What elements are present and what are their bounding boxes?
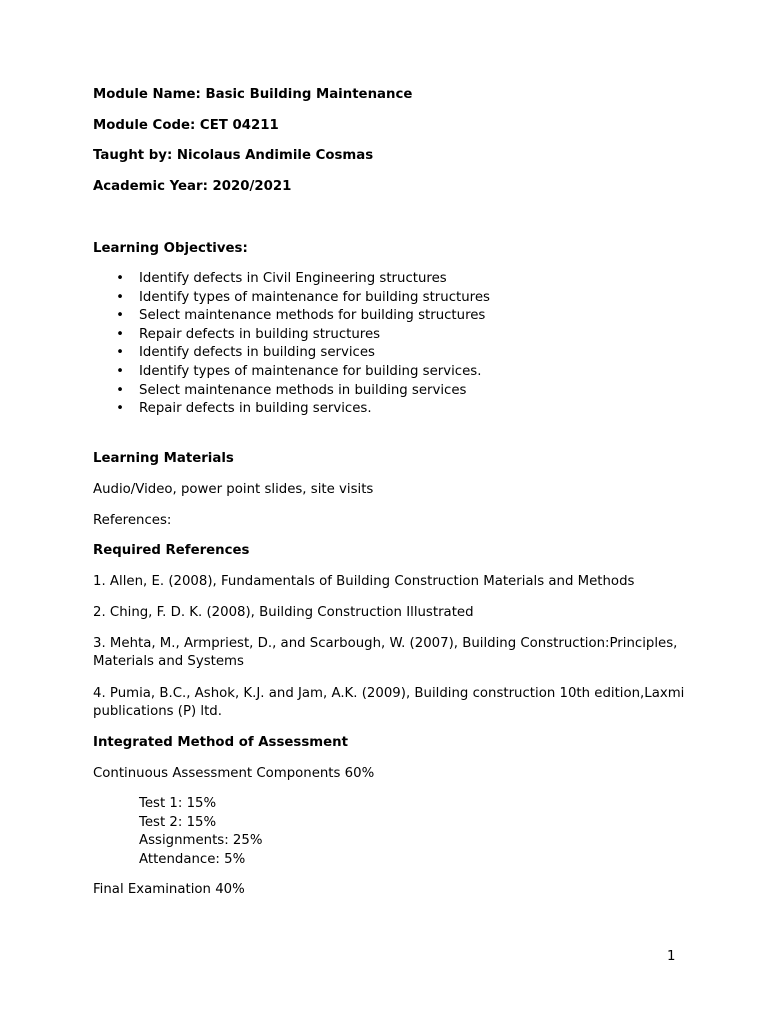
list-item: • Select maintenance methods for building structures xyxy=(93,307,490,326)
materials-heading: Learning Materials xyxy=(93,451,234,466)
list-item: • Repair defects in building services. xyxy=(93,400,490,419)
reference-item-continuation: Materials and Systems xyxy=(93,654,244,669)
list-item: • Identify types of maintenance for building services. xyxy=(93,363,490,382)
list-item: • Identify types of maintenance for building structures xyxy=(93,289,490,308)
list-item: • Repair defects in building structures xyxy=(93,326,490,345)
final-examination: Final Examination 40% xyxy=(93,882,245,897)
reference-item: 4. Pumia, B.C., Ashok, K.J. and Jam, A.K. (2009), Building construction 10th edition,Laxmi xyxy=(93,686,685,701)
bullet-icon: • xyxy=(116,289,124,305)
bullet-icon: • xyxy=(116,363,124,379)
list-item: • Identify defects in building services xyxy=(93,344,490,363)
bullet-icon: • xyxy=(116,382,124,398)
assessment-component: Test 1: 15% xyxy=(139,796,217,811)
reference-item: 2. Ching, F. D. K. (2008), Building Construction Illustrated xyxy=(93,605,474,620)
assessment-heading: Integrated Method of Assessment xyxy=(93,735,348,750)
reference-item: 1. Allen, E. (2008), Fundamentals of Building Construction Materials and Methods xyxy=(93,574,635,589)
taught-by: Taught by: Nicolaus Andimile Cosmas xyxy=(93,148,374,163)
bullet-icon: • xyxy=(116,345,124,361)
assessment-component: Test 2: 15% xyxy=(139,815,217,830)
bullet-icon: • xyxy=(116,308,124,324)
list-item: • Select maintenance methods in building services xyxy=(93,382,490,401)
reference-item-continuation: publications (P) ltd. xyxy=(93,704,222,719)
bullet-icon: • xyxy=(116,271,124,286)
assessment-component: Attendance: 5% xyxy=(139,852,246,867)
list-item: • Identify defects in Civil Engineering structures xyxy=(93,270,490,289)
academic-year: Academic Year: 2020/2021 xyxy=(93,179,292,194)
assessment-component: Assignments: 25% xyxy=(139,833,263,848)
page-number: 1 xyxy=(667,949,676,964)
bullet-icon: • xyxy=(116,401,124,417)
reference-item: 3. Mehta, M., Armpriest, D., and Scarbough, W. (2007), Building Construction:Principles, xyxy=(93,636,678,651)
objectives-heading: Learning Objectives: xyxy=(93,241,248,256)
continuous-assessment: Continuous Assessment Components 60% xyxy=(93,766,375,781)
module-code: Module Code: CET 04211 xyxy=(93,118,279,133)
bullet-icon: • xyxy=(116,326,124,342)
module-name: Module Name: Basic Building Maintenance xyxy=(93,87,413,102)
references-label: References: xyxy=(93,513,172,528)
objectives-list xyxy=(93,270,490,419)
materials-text: Audio/Video, power point slides, site visits xyxy=(93,482,374,497)
references-heading: Required References xyxy=(93,543,250,558)
